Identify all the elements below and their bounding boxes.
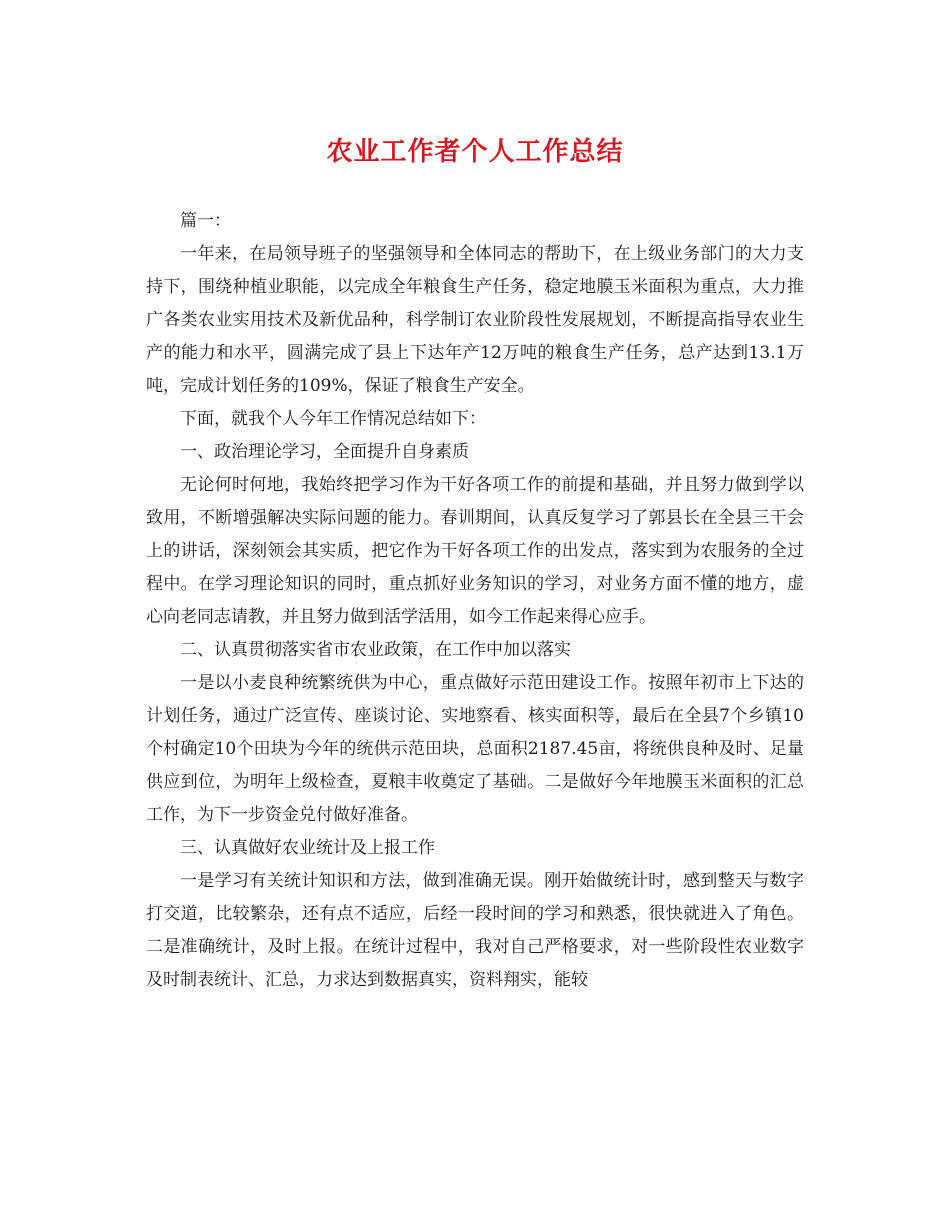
paragraph-section-3: 一是学习有关统计知识和方法，做到准确无误。刚开始做统计时，感到整天与数字打交道，比较繁杂，还有点不适应，后经一段时间的学习和熟悉，很快就进入了角色。二是准确统计，及时上报。在统计过程中，我对自己严格要求，对一些阶段性农业数字及时制表统计、汇总，力求达到数据真实，资料翔实，能较 <box>146 871 804 990</box>
paragraph-intro: 一年来，在局领导班子的坚强领导和全体同志的帮助下，在上级业务部门的大力支持下，围绕种植业职能，以完成全年粮食生产任务，稳定地膜玉米面积为重点，大力推广各类农业实用技术及新优品种，科学制订农业阶段性发展规划，不断提高指导农业生产的能力和水平，圆满完成了县上下达年产12万吨的粮食生产任务，总产达到13.1万吨，完成计划任务的109%，保证了粮食生产安全。 <box>146 244 804 396</box>
paragraph-section-2: 一是以小麦良种统繁统供为中心，重点做好示范田建设工作。按照年初市上下达的计划任务，通过广泛宣传、座谈讨论、实地察看、核实面积等，最后在全县7个乡镇10个村确定10个田块为今年的统供示范田块，总面积2187.45亩，将统供良种及时、足量供应到位，为明年上级检查，夏粮丰收奠定了基础。二是做好今年地膜玉米面积的汇总工作，为下一步资金兑付做好准备。 <box>146 673 804 825</box>
section-heading-2: 二、认真贯彻落实省市农业政策，在工作中加以落实 <box>180 640 571 660</box>
section-heading-3: 三、认真做好农业统计及上报工作 <box>180 838 435 858</box>
paragraph-summary-lead: 下面，就我个人今年工作情况总结如下： <box>180 409 486 429</box>
document-title: 农业工作者个人工作总结 <box>326 137 624 167</box>
section-heading-1: 一、政治理论学习，全面提升自身素质 <box>180 442 469 462</box>
paragraph-heading-part-one: 篇一： <box>180 211 231 231</box>
document-body <box>146 205 804 997</box>
paragraph-section-1: 无论何时何地，我始终把学习作为干好各项工作的前提和基础，并且努力做到学以致用，不断增强解决实际问题的能力。春训期间，认真反复学习了郭县长在全县三干会上的讲话，深刻领会其实质，把它作为干好各项工作的出发点，落实到为农服务的全过程中。在学习理论知识的同时，重点抓好业务知识的学习，对业务方面不懂的地方，虚心向老同志请教，并且努力做到活学活用，如今工作起来得心应手。 <box>146 475 804 627</box>
